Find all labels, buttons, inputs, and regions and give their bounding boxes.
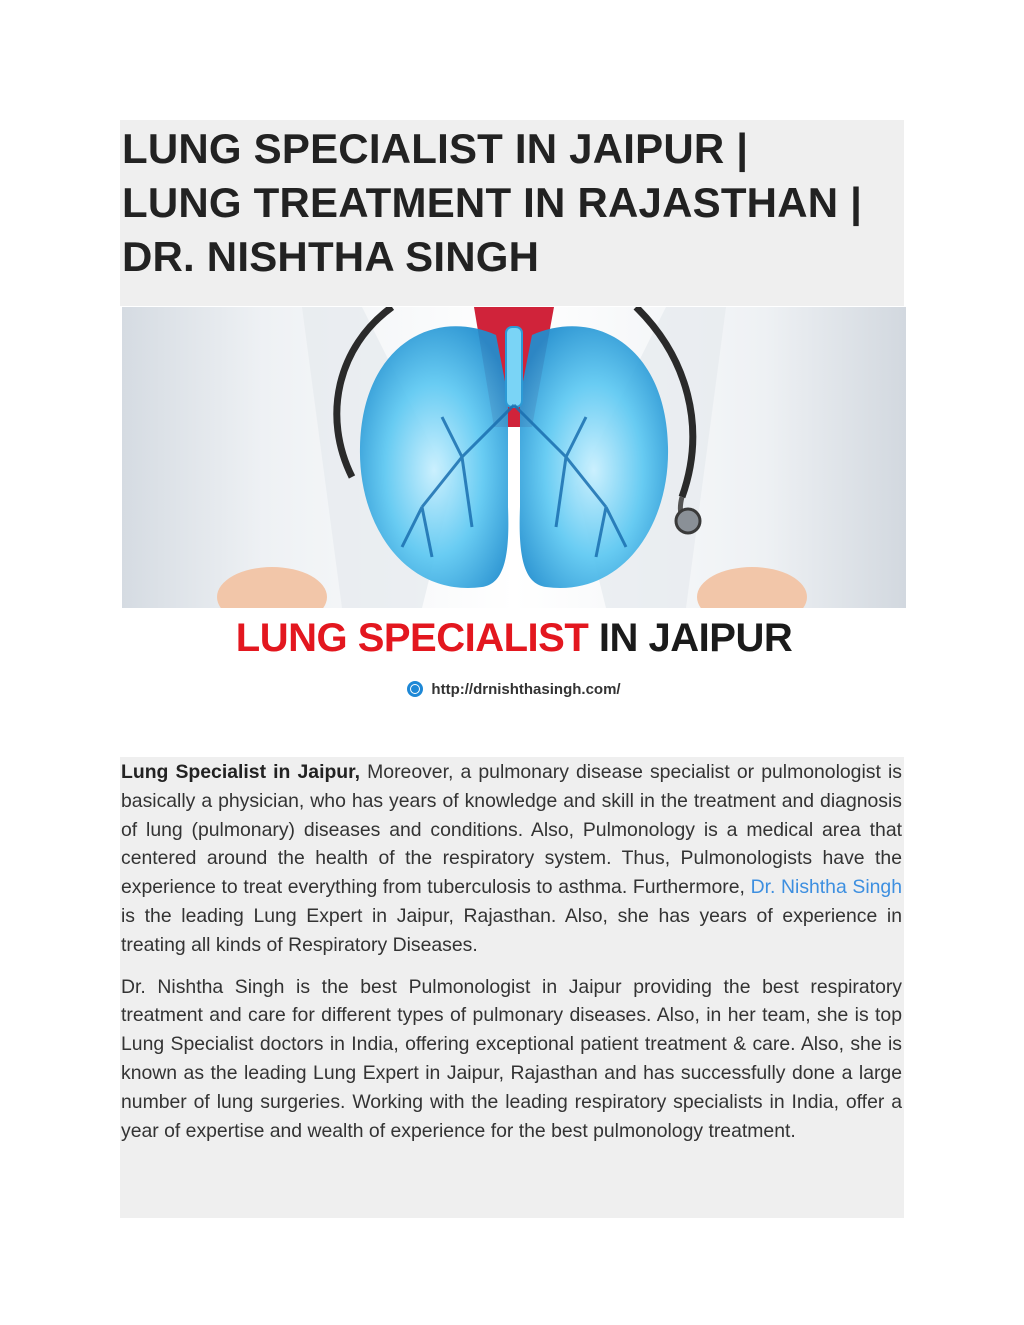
body-text-block bbox=[120, 757, 904, 1218]
banner-title bbox=[122, 613, 906, 663]
stethoscope-icon bbox=[676, 509, 700, 533]
dr-nishtha-singh-link[interactable]: Dr. Nishtha Singh bbox=[750, 876, 902, 899]
title-line-3: DR. NISHTHA SINGH bbox=[122, 233, 540, 280]
lungs-illustration bbox=[122, 307, 906, 608]
title-block bbox=[120, 120, 904, 306]
paragraph-1-text-a: Moreover, a pulmonary disease specialist or pulmonologist is basically a physician, who has years of knowledge and skill in the treatment and diagnosis of lung (pulmonary) diseases and conditions. Also, Pulmonology is a medical area that centered around the health of the respiratory system. Thus, Pulmonologists have the experience to treat everything from tuberculosis to asthma. Furthermore, bbox=[121, 761, 902, 899]
hero-image bbox=[122, 307, 906, 717]
globe-icon bbox=[407, 681, 423, 697]
paragraph-1 bbox=[120, 757, 904, 960]
paragraph-1-text-b: is the leading Lung Expert in Jaipur, Rajasthan. Also, she has years of experience in treating all kinds of Respiratory Diseases. bbox=[121, 904, 902, 956]
title-line-2: LUNG TREATMENT IN RAJASTHAN | bbox=[122, 179, 863, 226]
title-line-1: LUNG SPECIALIST IN JAIPUR | bbox=[122, 125, 749, 172]
banner-title-red: LUNG SPECIALIST bbox=[235, 616, 589, 660]
banner-url bbox=[122, 681, 906, 698]
trachea-icon bbox=[506, 327, 522, 407]
paragraph-1-lead: Lung Specialist in Jaipur, bbox=[121, 761, 361, 783]
banner-url-text: http://drnishthasingh.com/ bbox=[431, 681, 621, 698]
paragraph-2: Dr. Nishtha Singh is the best Pulmonologist in Jaipur providing the best respiratory treatment and care for different types of pulmonary diseases. Also, in her team, she is top Lung Specialist doctors in India, offering exceptional patient treatment & care. Also, she is known as the leading Lung Expert in Jaipur, Rajasthan and has successfully done a large number of lung surgeries. Working with the leading respiratory specialists in India, offer a year of expertise and wealth of experience for the best pulmonology treatment. bbox=[121, 975, 902, 1142]
banner-title-dark: IN JAIPUR bbox=[598, 616, 793, 660]
page-title bbox=[120, 120, 904, 284]
